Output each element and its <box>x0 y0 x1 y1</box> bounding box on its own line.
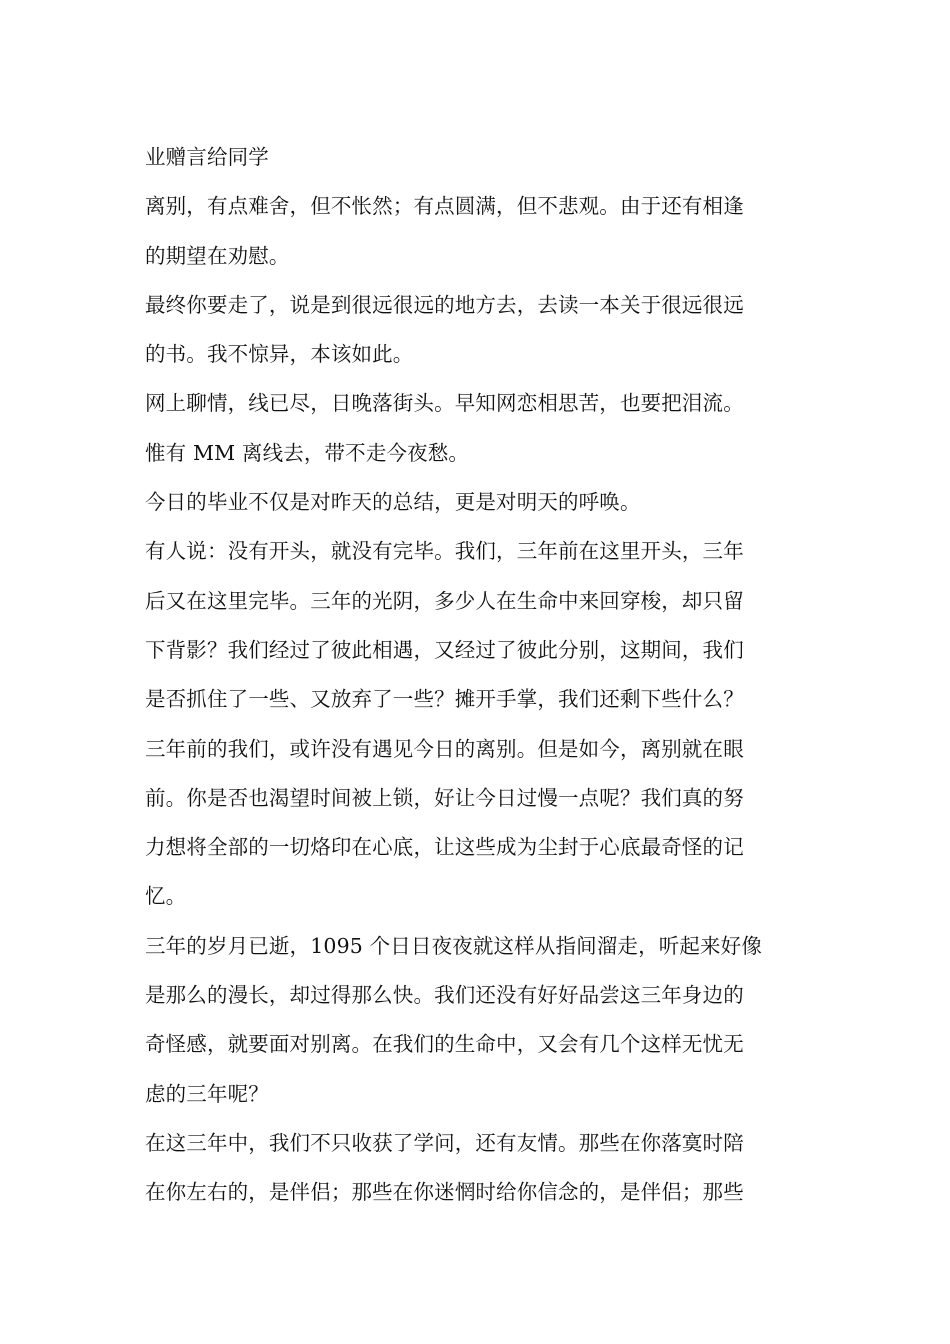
text-line: 在你左右的，是伴侣；那些在你迷惘时给你信念的，是伴侣；那些 <box>145 1180 744 1205</box>
document-body <box>145 133 809 1218</box>
text-line: 前。你是否也渴望时间被上锁，好让今日过慢一点呢？我们真的努 <box>145 785 744 810</box>
text-line: 是那么的漫长，却过得那么快。我们还没有好好品尝这三年身边的 <box>145 983 744 1008</box>
text-line: 的期望在劝慰。 <box>145 243 290 268</box>
text-line: 忆。 <box>145 884 187 909</box>
text-line: 力想将全部的一切烙印在心底，让这些成为尘封于心底最奇怪的记 <box>145 835 744 860</box>
text-line: 离别，有点难舍，但不怅然；有点圆满，但不悲观。由于还有相逢 <box>145 194 744 219</box>
document-title: 业赠言给同学 <box>145 145 269 169</box>
text-line: 奇怪感，就要面对别离。在我们的生命中，又会有几个这样无忧无 <box>145 1032 744 1057</box>
text-line: 最终你要走了，说是到很远很远的地方去，去读一本关于很远很远 <box>145 292 744 317</box>
text-line: 三年前的我们，或许没有遇见今日的离别。但是如今，离别就在眼 <box>145 736 744 761</box>
text-line: 后又在这里完毕。三年的光阴，多少人在生命中来回穿梭，却只留 <box>145 588 744 613</box>
text-line: 网上聊情，线已尽，日晚落街头。早知网恋相思苦，也要把泪流。 <box>145 391 744 416</box>
text-line: 下背影？我们经过了彼此相遇，又经过了彼此分别，这期间，我们 <box>145 637 744 662</box>
text-line: 惟有 MM 离线去，带不走今夜愁。 <box>145 440 470 465</box>
text-line: 今日的毕业不仅是对昨天的总结，更是对明天的呼唤。 <box>145 490 641 515</box>
text-line: 虑的三年呢？ <box>145 1081 269 1106</box>
text-line: 在这三年中，我们不只收获了学问，还有友情。那些在你落寞时陪 <box>145 1130 744 1155</box>
text-line: 三年的岁月已逝，1095 个日日夜夜就这样从指间溜走，听起来好像 <box>145 933 762 958</box>
text-line: 的书。我不惊异，本该如此。 <box>145 342 414 367</box>
text-line: 是否抓住了一些、又放弃了一些？摊开手掌，我们还剩下些什么？ <box>145 687 744 712</box>
text-line: 有人说：没有开头，就没有完毕。我们，三年前在这里开头，三年 <box>145 539 744 564</box>
